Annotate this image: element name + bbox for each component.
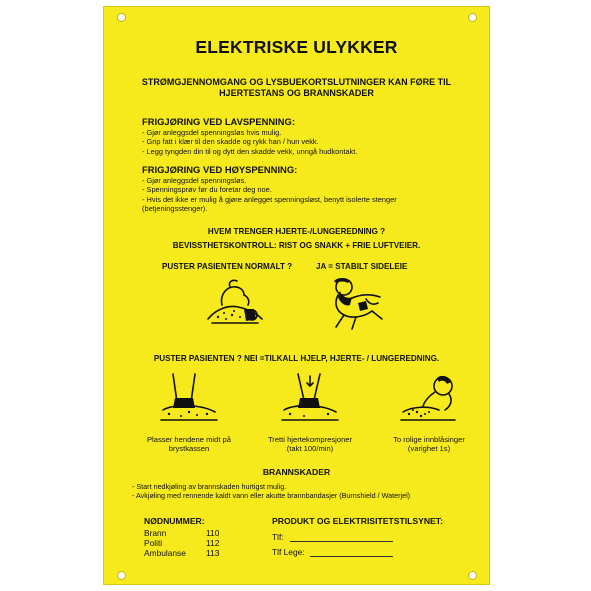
emergency-entry <box>144 538 229 548</box>
caption-line: (takt 100/min) <box>286 444 334 454</box>
step-caption-rescue-breaths <box>369 435 489 454</box>
check-breathing-illustration <box>204 279 266 329</box>
mounting-hole-bottom-right <box>468 571 477 580</box>
sign-title: ELEKTRISKE ULYKKER <box>195 37 398 57</box>
list-item: - Gjør anleggsdel spenningsløs. <box>142 176 247 185</box>
recovery-position-answer: JA = STABILT SIDELEIE <box>316 262 408 271</box>
breathing-question: PUSTER PASIENTEN NORMALT ? <box>162 262 293 271</box>
list-item: - Gjør anleggsdel spenningsløs hvis mulig. <box>142 128 282 137</box>
caption-line: To rolige innblåsinger <box>393 435 465 444</box>
high-voltage-list <box>142 176 397 214</box>
service-name: Brann <box>144 528 167 538</box>
supplier-heading: PRODUKT OG ELEKTRISITETSTILSYNET: <box>272 516 443 526</box>
service-name: Ambulanse <box>144 548 186 558</box>
caption-line: Tretti hjertekompresjoner <box>267 435 353 444</box>
recovery-position-illustration <box>326 275 386 333</box>
caption-line: Plasser hendene midt på <box>146 435 231 444</box>
subtitle-line-1: STRØMGJENNOMGANG OG LYSBUEKORTSLUTNINGER KAN FØRE TIL <box>141 77 452 87</box>
chest-compression-illustration <box>280 372 340 427</box>
mounting-hole-top-right <box>468 13 477 22</box>
emergency-numbers-heading: NØDNUMMER: <box>144 516 205 526</box>
low-voltage-heading: FRIGJØRING VED LAVSPENNING: <box>142 116 295 127</box>
service-number: 113 <box>206 548 220 558</box>
low-voltage-list <box>142 128 357 156</box>
doctor-phone-label: Tlf Lege: <box>272 547 305 557</box>
caption-line: (varighet 1s) <box>407 444 451 454</box>
list-item: - Start nedkjøling av brannskaden hurtigst mulig. <box>132 482 287 491</box>
list-item: - Legg tyngden din til og dytt den skadde vekk, unngå hudkontakt. <box>142 146 358 156</box>
list-item: (betjeningsstenger). <box>142 204 208 214</box>
who-needs-cpr: HVEM TRENGER HJERTE-/LUNGEREDNING ? <box>207 227 386 236</box>
caption-line: brystkassen <box>168 444 210 454</box>
warning-sign <box>103 6 490 585</box>
list-item: - Grip fatt i klær til den skadde og rykk han / hun vekk. <box>142 137 319 147</box>
service-number: 112 <box>206 538 220 548</box>
emergency-entry <box>144 548 229 558</box>
step-caption-compressions <box>250 435 370 454</box>
doctor-phone-field-line <box>310 556 393 557</box>
list-item: - Avkjøling med rennende kaldt vann eller akutte brannbandasjer (Burnshield / Waterjel) <box>132 491 411 501</box>
step-caption-hand-placement <box>129 435 249 454</box>
service-name: Politi <box>144 538 163 548</box>
phone-field-line <box>290 541 393 542</box>
hand-placement-illustration <box>159 372 219 427</box>
phone-label: Tlf: <box>272 532 284 542</box>
subtitle-line-2: HJERTESTANS OG BRANNSKADER <box>219 88 374 98</box>
high-voltage-heading: FRIGJØRING VED HØYSPENNING: <box>142 164 298 175</box>
rescue-breath-illustration <box>399 372 459 427</box>
mounting-hole-bottom-left <box>117 571 126 580</box>
sign-subtitle <box>124 77 469 99</box>
no-breathing-instruction: PUSTER PASIENTEN ? NEI =TILKALL HJELP, HJERTE- / LUNGEREDNING. <box>153 354 440 363</box>
emergency-numbers-list <box>144 528 229 558</box>
emergency-entry <box>144 528 229 538</box>
list-item: - Hvis det ikke er mulig å gjøre anlegget spenningsløst, benytt isolerte stenger <box>142 194 397 204</box>
burns-list <box>132 482 410 501</box>
burns-heading: BRANNSKADER <box>262 467 331 477</box>
list-item: - Spenningsprøv før du foretar deg noe. <box>142 185 272 195</box>
mounting-hole-top-left <box>117 13 126 22</box>
service-number: 110 <box>206 528 220 538</box>
consciousness-check: BEVISSTHETSKONTROLL: RIST OG SNAKK + FRIE LUFTVEIER. <box>172 241 421 250</box>
